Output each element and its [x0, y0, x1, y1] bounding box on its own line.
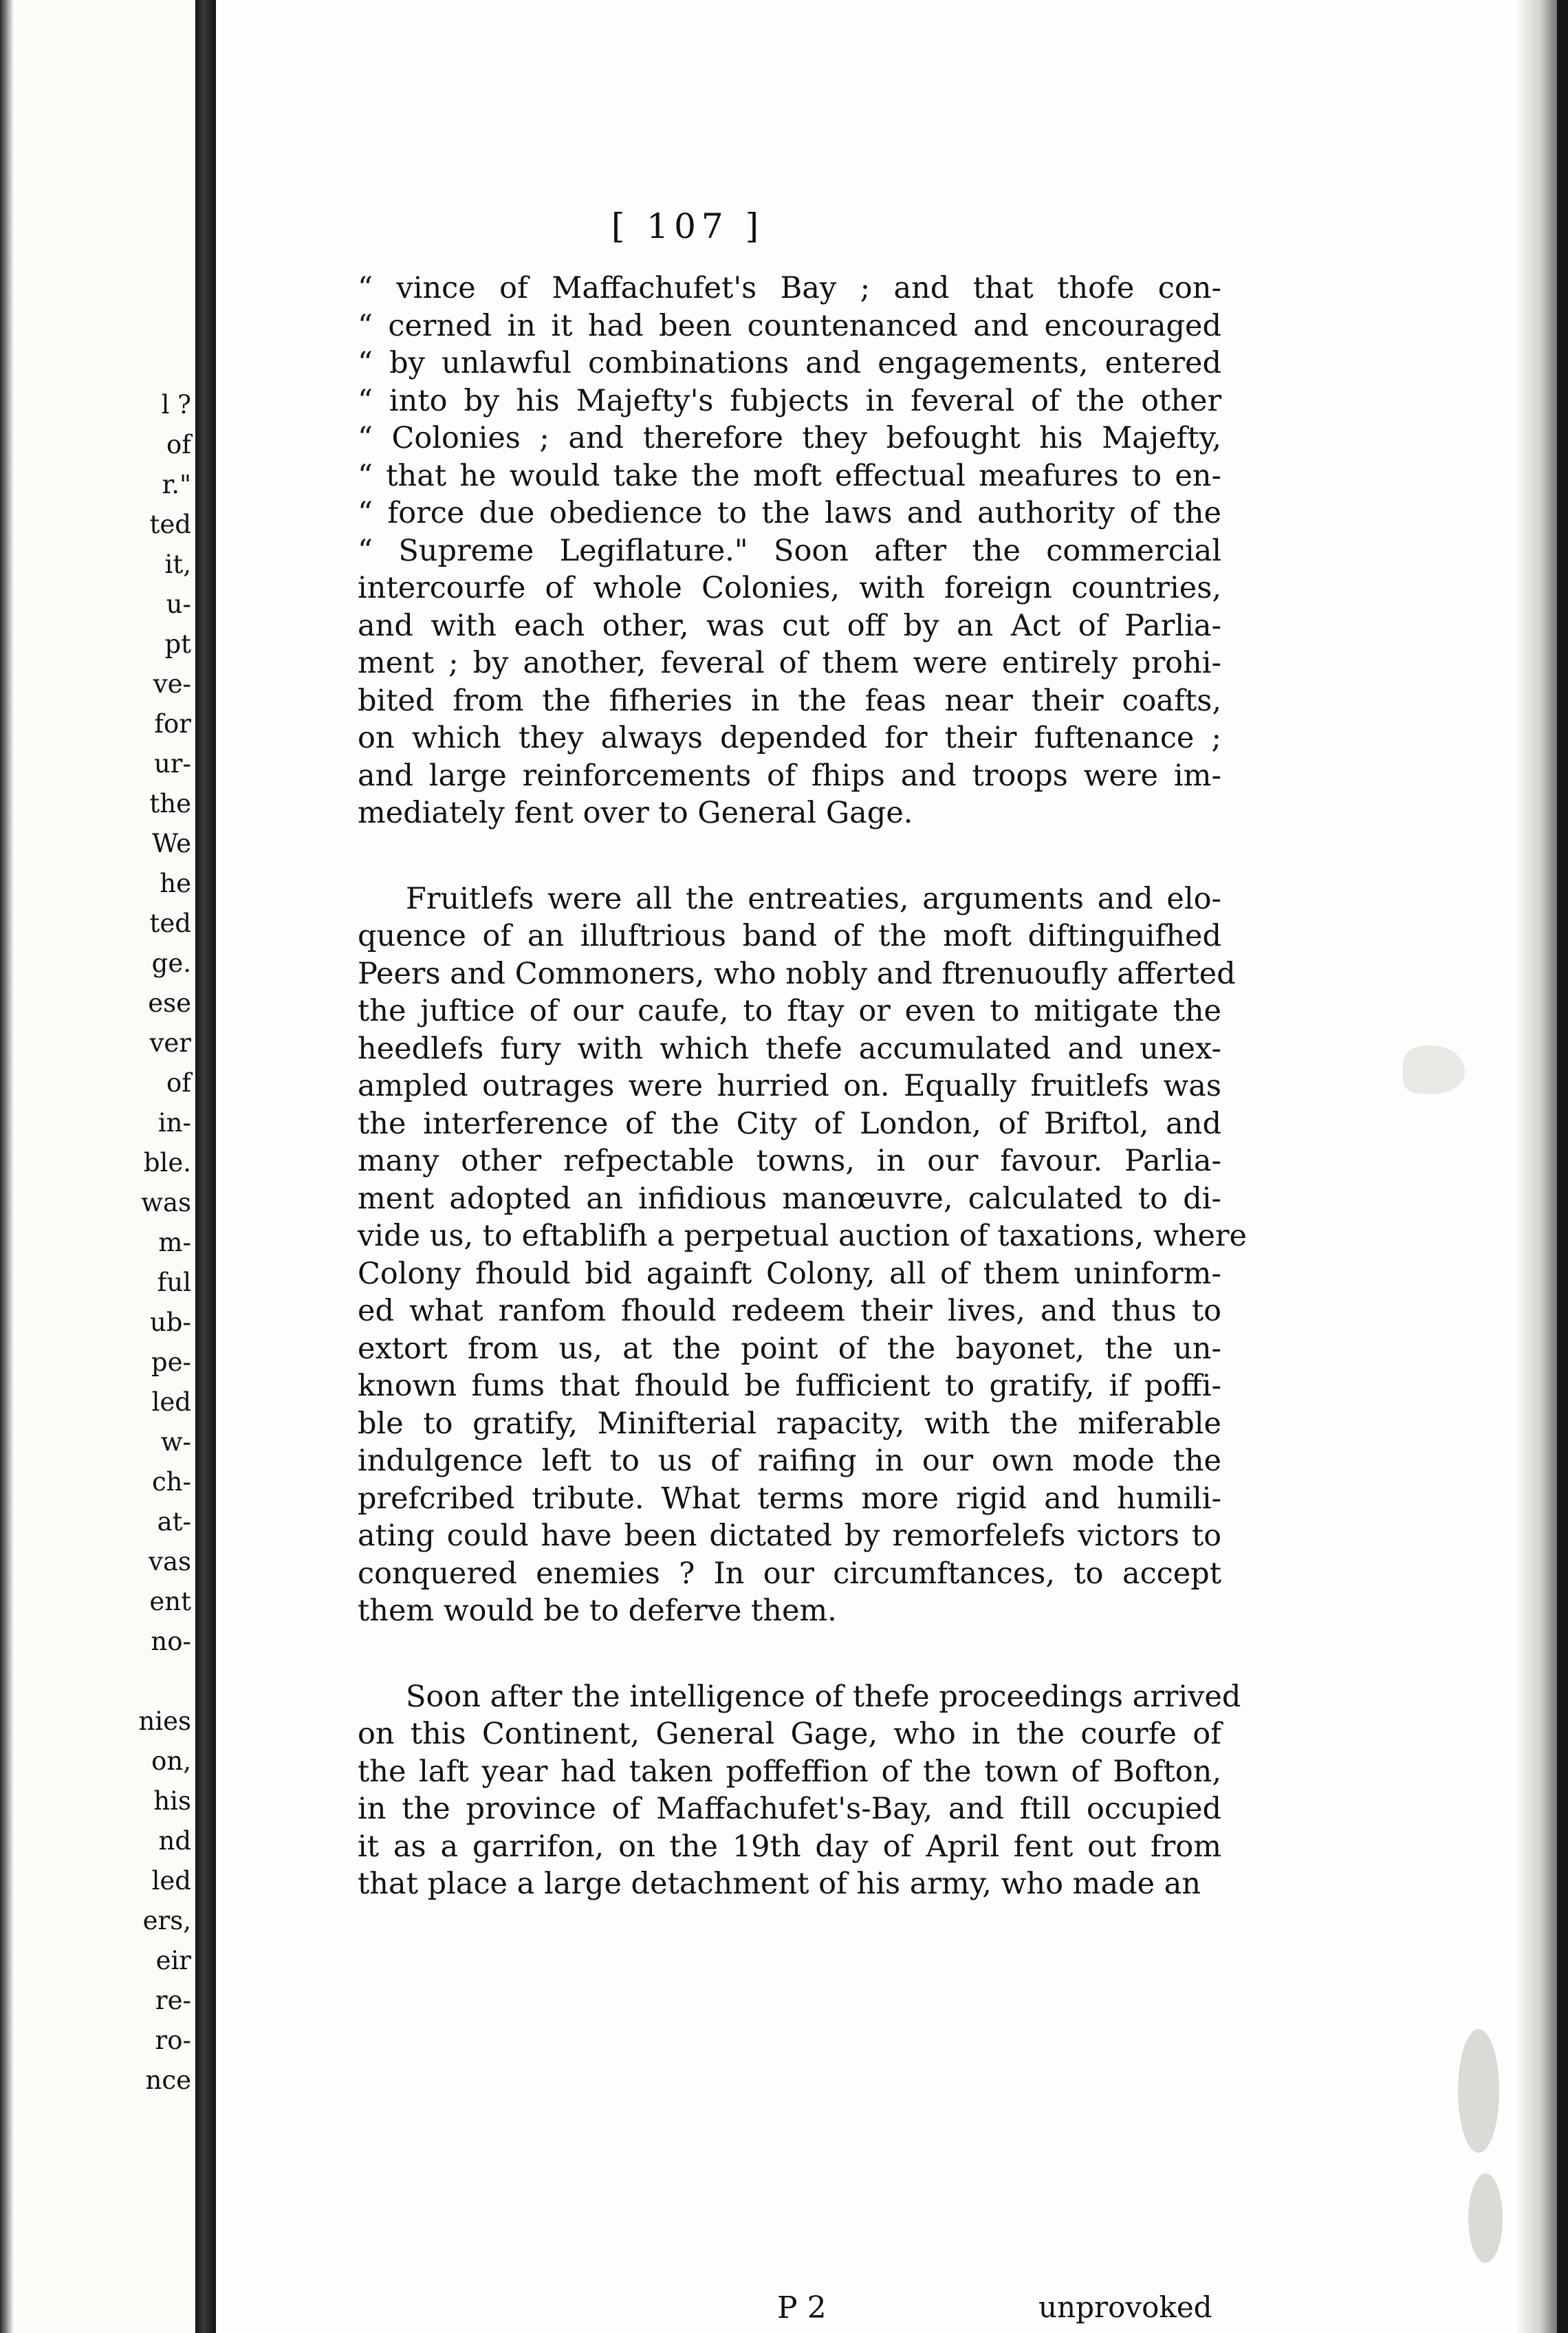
left-margin-fragment: nce	[145, 2065, 191, 2095]
text-line: vide us, to eftablifh a perpetual auction of taxations, where	[358, 1219, 1247, 1253]
left-margin-fragment: nies	[138, 1706, 191, 1736]
body-text	[358, 270, 1247, 1903]
text-line: Fruitlefs were all the entreaties, arguments and elo-	[406, 881, 1221, 916]
text-line: Colony fhould bid againft Colony, all of them uninform-	[358, 1256, 1221, 1291]
left-margin-fragment: he	[160, 869, 191, 898]
text-line: indulgence left to us of raifing in our own mode the	[358, 1444, 1221, 1478]
left-margin-fragment: ted	[149, 909, 191, 938]
text-line: and large reinforcements of fhips and troops were im-	[358, 758, 1221, 793]
text-line: mediately fent over to General Gage.	[358, 796, 913, 830]
text-line: ble to gratify, Minifterial rapacity, with the miferable	[358, 1406, 1221, 1441]
paragraph-3	[358, 1678, 1241, 1903]
catchword: unprovoked	[1038, 2290, 1212, 2324]
text-line: “ force due obedience to the laws and authority of the	[358, 496, 1221, 530]
left-margin-fragment: vas	[149, 1547, 191, 1576]
left-page-edge-shadow	[0, 0, 14, 2333]
left-margin-fragment: in-	[157, 1108, 191, 1138]
left-margin-fragment: ted	[149, 510, 191, 539]
left-margin-fragment: pe-	[151, 1347, 191, 1377]
left-margin-fragment: m-	[158, 1228, 191, 1257]
text-line: extort from us, at the point of the bayonet, the un-	[358, 1331, 1221, 1366]
paragraph-1	[358, 270, 1221, 832]
text-line: “ Colonies ; and therefore they befought his Majefty,	[358, 421, 1221, 455]
left-margin-fragment: on,	[151, 1746, 191, 1776]
text-line: ating could have been dictated by remorfelefs victors to	[358, 1519, 1221, 1553]
text-line: in the province of Maffachufet's-Bay, and ftill occupied	[358, 1792, 1221, 1826]
left-margin-fragment: ese	[148, 988, 191, 1018]
text-line: known fums that fhould be fufficient to gratify, if poffi-	[358, 1369, 1221, 1403]
left-margin-fragment: led	[151, 1387, 191, 1417]
right-page-edge	[1516, 0, 1557, 2333]
left-margin-fragment: pt	[164, 629, 191, 659]
text-line: it as a garrifon, on the 19th day of April fent out from	[358, 1829, 1221, 1864]
left-margin-fragment: re-	[155, 1986, 191, 2015]
left-margin-fragment: led	[151, 1866, 191, 1896]
text-line: Peers and Commoners, who nobly and ftrenuoufly afferted	[358, 956, 1236, 991]
text-line: bited from the fifheries in the feas near their coafts,	[358, 683, 1221, 718]
text-line: “ that he would take the moft effectual meafures to en-	[358, 458, 1221, 493]
ink-stain	[1468, 2173, 1503, 2263]
left-margin-fragment: the	[149, 789, 191, 818]
left-margin-fragment: no-	[151, 1627, 191, 1656]
text-line: on this Continent, General Gage, who in the courfe of	[358, 1717, 1221, 1751]
text-line: ment ; by another, feveral of them were entirely prohi-	[358, 646, 1221, 680]
text-line: “ vince of Maffachufet's Bay ; and that thofe con-	[358, 271, 1221, 305]
left-margin-fragment: of	[166, 1068, 191, 1098]
text-line: ment adopted an infidious manœuvre, calculated to di-	[358, 1181, 1221, 1216]
text-line: intercourfe of whole Colonies, with foreign countries,	[358, 571, 1221, 605]
left-margin-fragment: of	[166, 430, 191, 459]
paragraph-2	[358, 880, 1247, 1630]
text-line: them would be to deferve them.	[358, 1594, 837, 1628]
text-line: on which they always depended for their fuftenance ;	[358, 721, 1221, 755]
left-margin-fragment: was	[141, 1188, 191, 1217]
page-number-header: [ 107 ]	[611, 206, 765, 246]
signature-mark: P 2	[777, 2290, 827, 2325]
text-line: heedlefs fury with which thefe accumulated and unex-	[358, 1031, 1221, 1066]
text-line: “ cerned in it had been countenanced and encouraged	[358, 308, 1221, 343]
text-line: ampled outrages were hurried on. Equally fruitlefs was	[358, 1069, 1221, 1103]
text-line: “ into by his Majefty's fubjects in feveral of the other	[358, 383, 1221, 418]
text-line: ed what ranfom fhould redeem their lives, and thus to	[358, 1294, 1221, 1328]
book-gutter	[195, 0, 216, 2333]
text-line: Soon after the intelligence of thefe proceedings arrived	[406, 1679, 1241, 1714]
left-margin-fragment: it,	[164, 550, 191, 579]
text-line: that place a large detachment of his army, who made an	[358, 1867, 1201, 1901]
left-margin-fragment: eir	[155, 1946, 191, 1975]
text-line: prefcribed tribute. What terms more rigid and humili-	[358, 1481, 1221, 1516]
left-margin-fragment: r."	[162, 470, 191, 499]
ink-stain	[1458, 2029, 1499, 2153]
text-line: the juftice of our caufe, to ftay or even to mitigate the	[358, 994, 1221, 1028]
left-margin-fragment: u-	[166, 589, 191, 619]
text-line: the laft year had taken poffeffion of the town of Bofton,	[358, 1754, 1221, 1789]
left-page-fragment	[0, 0, 195, 2333]
left-margin-fragment: at-	[157, 1507, 191, 1537]
text-line: quence of an illuftrious band of the moft diftinguifhed	[358, 919, 1221, 953]
text-line: “ Supreme Legiflature." Soon after the commercial	[358, 533, 1221, 568]
left-margin-fragment: l ?	[161, 390, 191, 420]
left-margin-fragment: ch-	[151, 1467, 191, 1497]
left-margin-fragment: ful	[157, 1268, 191, 1297]
text-line: conquered enemies ? In our circumftances, to accept	[358, 1556, 1221, 1591]
left-margin-fragment: his	[153, 1786, 191, 1816]
left-margin-fragment: ge.	[151, 948, 191, 978]
text-line: and with each other, was cut off by an Act of Parlia-	[358, 608, 1221, 643]
left-margin-fragment: ble.	[143, 1148, 191, 1178]
left-margin-fragment: w-	[160, 1427, 191, 1457]
left-margin-fragment: ent	[149, 1587, 191, 1616]
left-margin-fragment: ers,	[142, 1906, 191, 1935]
left-margin-fragment: ver	[149, 1028, 191, 1058]
text-line: the interference of the City of London, of Briftol, and	[358, 1106, 1221, 1141]
text-line: “ by unlawful combinations and engagements, entered	[358, 346, 1221, 380]
left-margin-fragment: We	[152, 829, 191, 858]
left-margin-fragment: nd	[158, 1826, 191, 1856]
left-margin-fragment: ur-	[153, 749, 191, 779]
left-margin-fragment: for	[154, 709, 191, 739]
left-margin-fragment: ve-	[153, 669, 191, 699]
left-margin-fragment: ub-	[149, 1307, 191, 1337]
left-margin-fragment: ro-	[155, 2026, 191, 2055]
text-line: many other refpectable towns, in our favour. Parlia-	[358, 1144, 1221, 1178]
